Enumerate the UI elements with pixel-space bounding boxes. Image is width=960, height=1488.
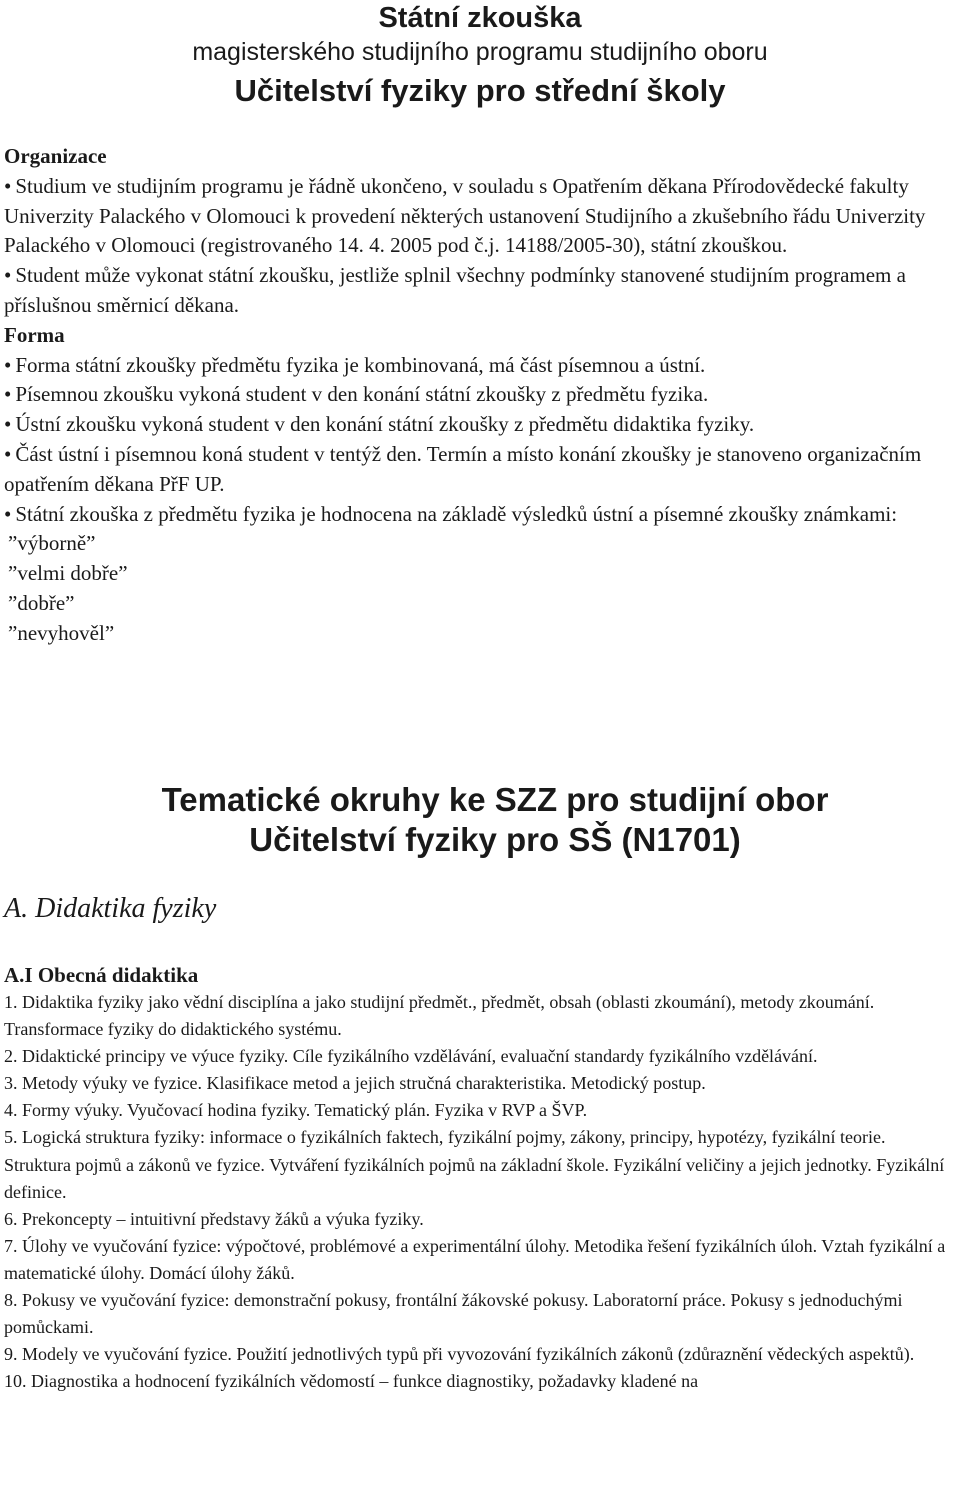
grade-text: dobře	[17, 590, 66, 615]
forma-item-text: Písemnou zkoušku vykoná student v den konání státní zkoušky z předmětu fyzika.	[15, 382, 709, 407]
grade-item	[4, 589, 954, 619]
quote-mark: ”	[8, 620, 18, 645]
forma-item-text: Ústní zkoušku vykoná student v den konání státní zkoušky z předmětu didaktika fyziky.	[15, 412, 755, 437]
forma-item	[4, 351, 954, 381]
topic-item: 5. Logická struktura fyziky: informace o fyzikálních faktech, fyzikální pojmy, zákony, principy, hypotézy, fyzikální teorie. Struktura pojmů a zákonů ve fyzice. Vytváření fyzikálních pojmů na základní škole. Fyzikální veličiny a jejich jednotky. Fyzikální definice.	[4, 1127, 945, 1202]
bullet: •	[4, 441, 12, 466]
forma-item	[4, 440, 954, 500]
organizace-heading: Organizace	[4, 144, 107, 168]
grade-text: velmi dobře	[17, 561, 119, 586]
grade-item	[4, 559, 954, 589]
study-field-title: Učitelství fyziky pro střední školy	[234, 73, 726, 108]
grade-item	[4, 619, 954, 649]
quote-mark: ”	[8, 590, 18, 615]
quote-mark: ”	[86, 531, 96, 556]
page-subtitle: magisterského studijního programu studijního oboru	[192, 38, 768, 66]
bullet: •	[4, 501, 12, 526]
organizace-item-text: Student může vykonat státní zkoušku, jestliže splnil všechny podmínky stanovené studijním programem a příslušnou směrnicí děkana.	[4, 263, 906, 317]
forma-item	[4, 410, 954, 440]
quote-mark: ”	[65, 590, 75, 615]
obecna-didaktika-heading: A.I Obecná didaktika	[4, 963, 199, 987]
grade-item	[4, 529, 954, 559]
organizace-item	[4, 172, 954, 261]
topic-item: 7. Úlohy ve vyučování fyzice: výpočtové, problémové a experimentální úlohy. Metodika řešení fyzikálních úloh. Vztah fyzikální a matematické úlohy. Domácí úlohy žáků.	[4, 1235, 946, 1283]
bullet: •	[4, 412, 12, 437]
topic-item: 8. Pokusy ve vyučování fyzice: demonstrační pokusy, frontální žákovské pokusy. Laboratorní práce. Pokusy s jednoduchými pomůckami.	[4, 1290, 903, 1338]
forma-item-text: Státní zkouška z předmětu fyzika je hodnocena na základě výsledků ústní a písemné zkoušky známkami:	[15, 501, 898, 526]
topic-item: 6. Prekoncepty – intuitivní představy žáků a výuka fyziky.	[4, 1208, 424, 1229]
topics-title	[0, 780, 960, 860]
quote-mark: ”	[118, 561, 128, 586]
bullet: •	[4, 173, 12, 198]
topics-title-line: Učitelství fyziky pro SŠ (N1701)	[249, 821, 741, 858]
didaktika-heading: A. Didaktika fyziky	[4, 893, 217, 924]
page-title: Státní zkouška	[378, 2, 582, 34]
quote-mark: ”	[104, 620, 115, 645]
organizace-item	[4, 261, 954, 321]
forma-heading: Forma	[4, 322, 65, 347]
topic-item: 3. Metody výuky ve fyzice. Klasifikace metod a jejich stručná charakteristika. Metodický postup.	[4, 1073, 706, 1094]
topic-item: 1. Didaktika fyziky jako vědní disciplína a jako studijní předmět., předmět, obsah (oblasti zkoumání), metody zkoumání. Transformace fyziky do didaktického systému.	[4, 992, 875, 1040]
topic-item: 10. Diagnostika a hodnocení fyzikálních vědomostí – funkce diagnostiky, požadavky kladené na	[4, 1371, 699, 1392]
organizace-item-text: Studium ve studijním programu je řádně ukončeno, v souladu s Opatřením děkana Přírodovědecké fakulty Univerzity Palackého v Olomouci k provedení některých ustanovení Studijního a zkušebního řádu Univerzity Palackého v Olomouci (registrovaného 14. 4. 2005 pod č.j. 14188/2005-30), státní zkouškou.	[4, 173, 926, 258]
bullet: •	[4, 263, 12, 288]
forma-item	[4, 380, 954, 410]
exam-info-section	[4, 142, 954, 649]
grade-text: nevyhověl	[17, 620, 105, 645]
bullet: •	[4, 352, 12, 377]
forma-item	[4, 500, 954, 530]
topic-item: 2. Didaktické principy ve výuce fyziky. Cíle fyzikálního vzdělávání, evaluační standardy fyzikálního vzdělávání.	[4, 1046, 818, 1067]
forma-item-text: Část ústní i písemnou koná student v tentýž den. Termín a místo konání zkoušky je stanoveno organizačním opatřením děkana PřF UP.	[4, 441, 922, 496]
topic-item: 4. Formy výuky. Vyučovací hodina fyziky. Tematický plán. Fyzika v RVP a ŠVP.	[4, 1100, 588, 1121]
topic-item: 9. Modely ve vyučování fyzice. Použití jednotlivých typů při vyvozování fyzikálních zákonů (zdůraznění vědeckých aspektů).	[4, 1344, 915, 1365]
grade-text: výborně	[17, 531, 87, 556]
topics-title-line: Tematické okruhy ke SZZ pro studijní obor	[161, 781, 829, 818]
forma-item-text: Forma státní zkoušky předmětu fyzika je kombinovaná, má část písemnou a ústní.	[15, 352, 706, 377]
quote-mark: ”	[8, 531, 18, 556]
didaktika-section	[4, 962, 954, 1395]
bullet: •	[4, 382, 12, 407]
quote-mark: ”	[8, 561, 18, 586]
